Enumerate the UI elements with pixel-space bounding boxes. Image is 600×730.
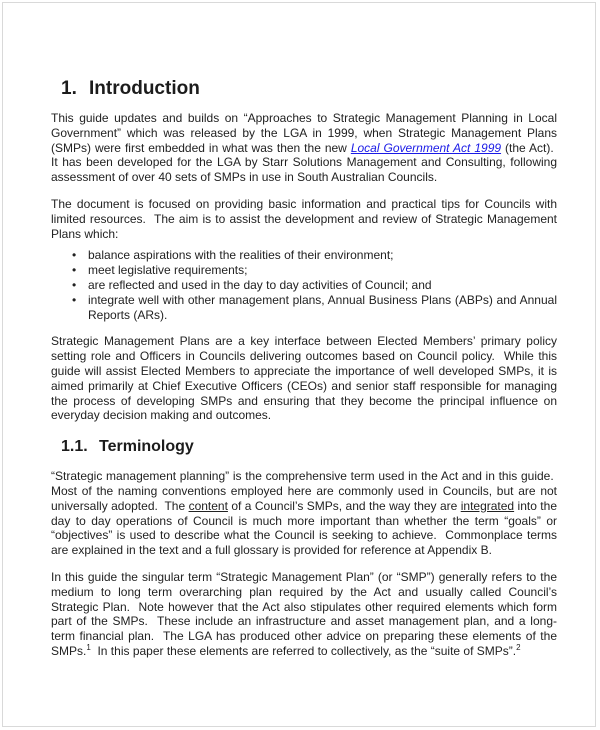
emphasized-term: integrated <box>460 498 515 513</box>
heading-label: Terminology <box>99 438 194 456</box>
heading-label: Introduction <box>89 78 200 99</box>
heading-number: 1.1. <box>61 438 88 456</box>
text-run: “Strategic management planning” is the comprehensive term used in the Act and in this guide. Most of the naming conventions employed here are commonly used in Councils, but are not universally adopted. The <box>51 469 557 513</box>
terminology-paragraph-1 <box>51 469 557 558</box>
text-run: This guide updates and builds on “Approaches to Strategic Management Planning in Local Government” which was released by the LGA in 1999, when Strategic Management Plans (SMPs) were first embedded in what was then the new <box>51 111 557 155</box>
bullet-list <box>51 248 557 322</box>
text-run: of a Council’s SMPs, and the way they are <box>227 498 461 513</box>
bullet-item: • balance aspirations with the realities of their environment; <box>88 248 557 263</box>
emphasized-term: content <box>188 498 228 513</box>
text-run: In this guide the singular term “Strategic Management Plan” (or “SMP”) generally refers to the medium to long term overarching plan required by the Act and usually called Council’s Strategic Plan. Note however that the Act also stipulates other required elements which form part of the SMPs. These include an infrastructure and asset management plan, and a long-term financial plan. The LGA has produced other advice on preparing these elements of the SMPs. <box>51 569 557 658</box>
bullet-item: • meet legislative requirements; <box>88 263 557 278</box>
text-run: In this paper these elements are referred to collectively, as the “suite of SMPs”. <box>90 643 517 658</box>
text-run: (the Act). It has been developed for the LGA by Starr Solutions Management and Consulting, following assessment of over 40 sets of SMPs in use in South Australian Councils. <box>51 140 558 185</box>
intro-paragraph-3: Strategic Management Plans are a key interface between Elected Members’ primary policy setting role and Officers in Councils delivering outcomes based on Council policy. While this guide will assist Elected Members to appreciate the importance of well developed SMPs, it is aimed primarily at Chief Executive Officers (CEOs) and senior staff responsible for managing the process of developing SMPs and ensuring that they become the principal influence on everyday decision making and outcomes. <box>51 334 557 423</box>
footnote-reference: 2 <box>516 642 521 652</box>
text-run: into the day to day operations of Council is much more important than whether the term “goals” or “objectives” is used to describe what the Council is seeking to achieve. Commonplace terms are explained in the text and a full glossary is provided for reference at Appendix B. <box>51 498 557 558</box>
section-heading-introduction <box>51 78 557 100</box>
page-content <box>51 0 557 671</box>
bullet-item: • are reflected and used in the day to day activities of Council; and <box>88 278 557 293</box>
intro-paragraph-2: The document is focused on providing basic information and practical tips for Councils with limited resources. The aim is to assist the development and review of Strategic Management Plans which: <box>51 196 557 241</box>
terminology-paragraph-2 <box>51 570 557 659</box>
bullet-item: • integrate well with other management plans, Annual Business Plans (ABPs) and Annual Reports (ARs). <box>88 293 557 323</box>
local-government-act-link[interactable]: Local Government Act 1999 <box>350 140 502 155</box>
heading-number: 1. <box>61 78 77 99</box>
intro-paragraph-1 <box>51 111 557 185</box>
footnote-reference: 1 <box>86 642 91 652</box>
section-heading-terminology <box>51 437 557 457</box>
